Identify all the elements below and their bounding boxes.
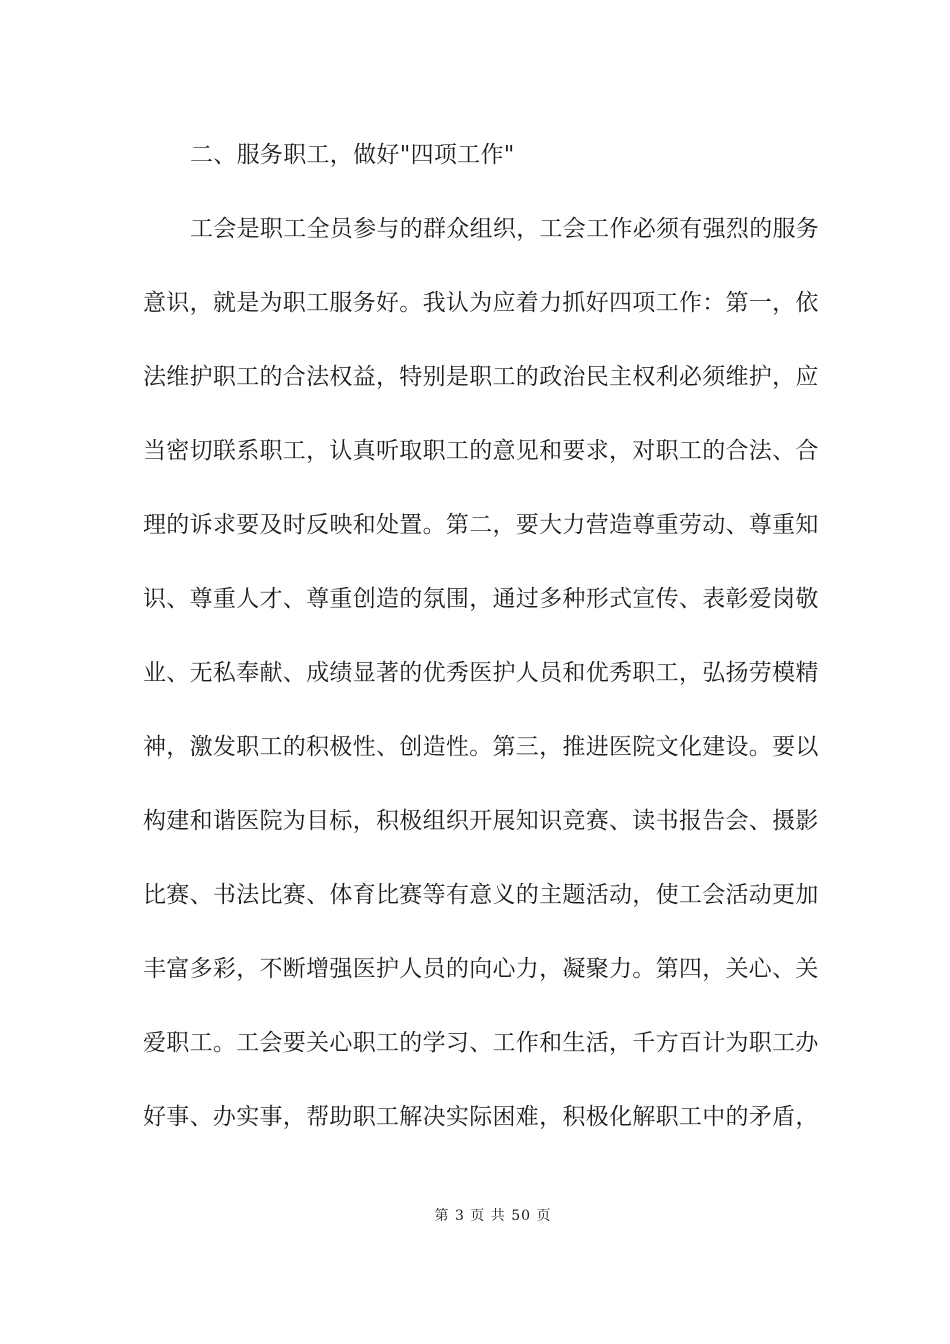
paragraph-line: 爱职工。工会要关心职工的学习、工作和生活，千方百计为职工办 (143, 1030, 819, 1056)
paragraph-line: 构建和谐医院为目标，积极组织开展知识竞赛、读书报告会、摄影 (143, 808, 819, 834)
section-heading: 二、服务职工，做好"四项工作" (190, 142, 515, 168)
paragraph-line: 当密切联系职工，认真听取职工的意见和要求，对职工的合法、合 (143, 438, 819, 464)
paragraph-line: 法维护职工的合法权益，特别是职工的政治民主权利必须维护，应 (143, 364, 819, 390)
page-number-footer: 第 3 页 共 50 页 (434, 1208, 552, 1224)
paragraph-line: 意识，就是为职工服务好。我认为应着力抓好四项工作：第一，依 (143, 290, 819, 316)
paragraph-line: 理的诉求要及时反映和处置。第二，要大力营造尊重劳动、尊重知 (143, 512, 819, 538)
paragraph-line: 工会是职工全员参与的群众组织，工会工作必须有强烈的服务 (190, 216, 820, 242)
paragraph-line: 好事、办实事，帮助职工解决实际困难，积极化解职工中的矛盾， (143, 1104, 819, 1130)
paragraph-line: 比赛、书法比赛、体育比赛等有意义的主题活动，使工会活动更加 (143, 882, 819, 908)
paragraph-line: 识、尊重人才、尊重创造的氛围，通过多种形式宣传、表彰爱岗敬 (143, 586, 819, 612)
paragraph-line: 神，激发职工的积极性、创造性。第三，推进医院文化建设。要以 (143, 734, 819, 760)
paragraph-line: 业、无私奉献、成绩显著的优秀医护人员和优秀职工，弘扬劳模精 (143, 660, 819, 686)
paragraph-line: 丰富多彩，不断增强医护人员的向心力，凝聚力。第四，关心、关 (143, 956, 819, 982)
